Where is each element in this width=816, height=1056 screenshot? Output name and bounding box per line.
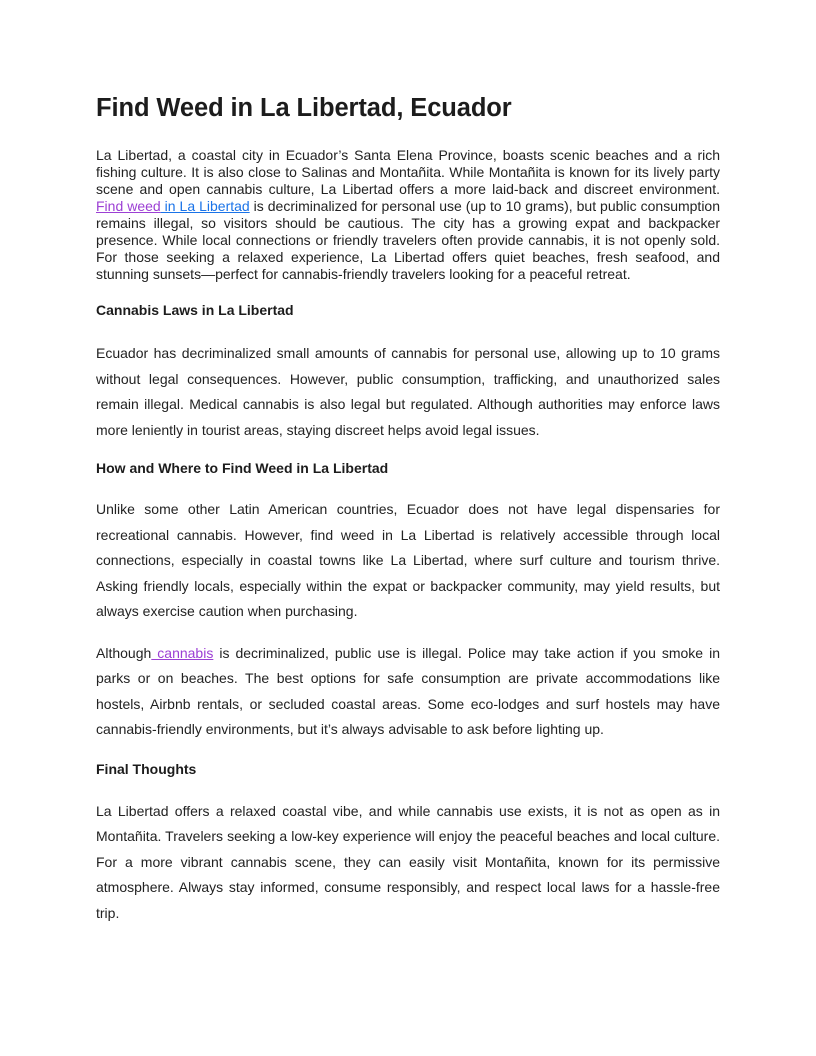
section-heading-final: Final Thoughts	[96, 760, 197, 777]
find-paragraph-2	[96, 641, 720, 743]
find-weed-link-visited[interactable]: Find weed	[96, 198, 161, 215]
document-page	[96, 92, 720, 926]
intro-text-before-link: La Libertad, a coastal city in Ecuador’s Santa Elena Province, boasts scenic beaches and a rich fishing culture. It is also close to Salinas and Montañita. While Montañita is known for its lively party scene and open cannabis culture, La Libertad offers a more laid-back and discreet environment.	[96, 147, 720, 198]
laws-paragraph: Ecuador has decriminalized small amounts of cannabis for personal use, allowing up to 10 grams without legal consequences. However, public consumption, trafficking, and unauthorized sales remain illegal. Medical cannabis is also legal but regulated. Although authorities may enforce laws more leniently in tourist areas, staying discreet helps avoid legal issues.	[96, 345, 720, 438]
section-heading-laws: Cannabis Laws in La Libertad	[96, 302, 294, 319]
final-paragraph: La Libertad offers a relaxed coastal vibe, and while cannabis use exists, it is not as open as in Montañita. Travelers seeking a low-key experience will enjoy the peaceful beaches and local culture. For a more vibrant cannabis scene, they can easily visit Montañita, known for its permissive atmosphere. Always stay informed, consume responsibly, and respect local laws for a hassle-free trip.	[96, 802, 720, 921]
intro-text-after-link: is decriminalized for personal use (up to 10 grams), but public consumption remains illegal, so visitors should be cautious. The city has a growing expat and backpacker presence. While local connections or friendly travelers often provide cannabis, it is not openly sold. For those seeking a relaxed experience, La Libertad offers quiet beaches, fresh seafood, and stunning sunsets—perfect for cannabis-friendly travelers looking for a peaceful retreat.	[96, 198, 720, 283]
page-title: Find Weed in La Libertad, Ecuador	[96, 94, 512, 122]
find-paragraph-2-text: is decriminalized, public use is illegal. Police may take action if you smoke in parks or on beaches. The best options for safe consumption are private accommodations like hostels, Airbnb rentals, or secluded coastal areas. Some eco-lodges and surf hostels may have cannabis-friendly environments, but it’s always advisable to ask before lighting up.	[96, 644, 720, 738]
find-paragraph-1: Unlike some other Latin American countries, Ecuador does not have legal dispensaries for recreational cannabis. However, find weed in La Libertad is relatively accessible through local connections, especially in coastal towns like La Libertad, where surf culture and tourism thrive. Asking friendly locals, especially within the expat or backpacker community, may yield results, but always exercise caution when purchasing.	[96, 501, 720, 620]
cannabis-link[interactable]: cannabis	[151, 644, 214, 661]
find-paragraph-2-lead: Although	[96, 644, 152, 661]
intro-paragraph	[96, 147, 720, 283]
section-heading-find: How and Where to Find Weed in La Libertad	[96, 460, 389, 477]
find-weed-link[interactable]: in La Libertad	[160, 198, 250, 215]
